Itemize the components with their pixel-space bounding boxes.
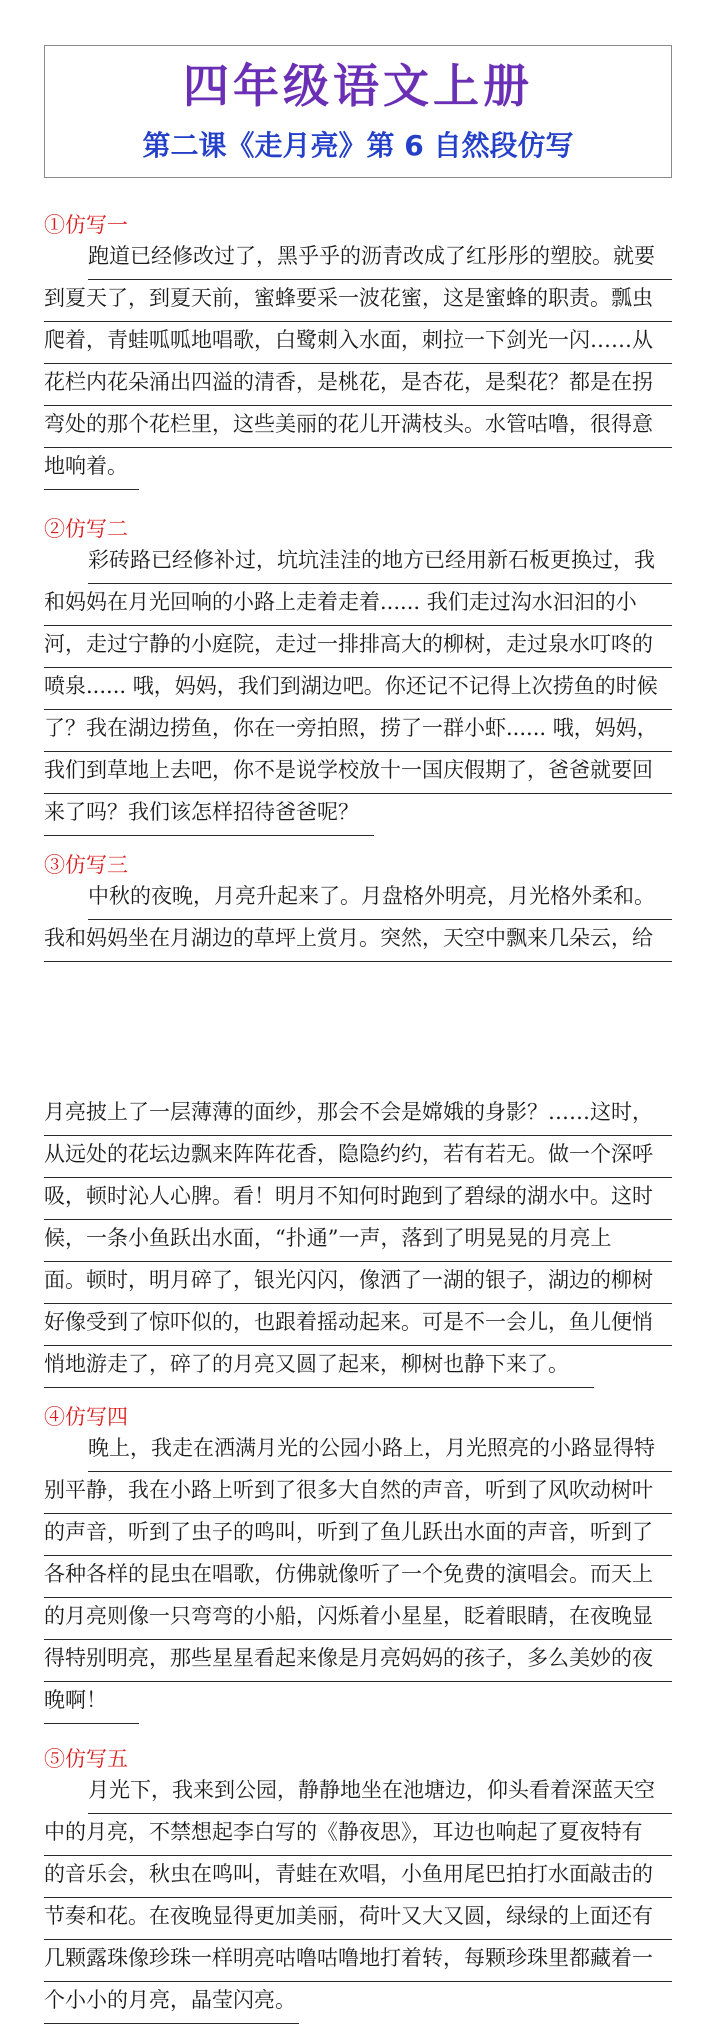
text-line: 爬着，青蛙呱呱地唱歌，白鹭刺入水面，刺拉一下剑光一闪……从 (44, 324, 672, 364)
text-line: 到夏天了，到夏天前，蜜蜂要采一波花蜜，这是蜜蜂的职责。瓢虫 (44, 282, 672, 322)
text-line: 各种各样的昆虫在唱歌，仿佛就像听了一个免费的演唱会。而天上 (44, 1558, 672, 1598)
text-line: 得特别明亮，那些星星看起来像是月亮妈妈的孩子，多么美妙的夜 (44, 1642, 672, 1682)
text-line: 月光下，我来到公园，静静地坐在池塘边，仰头看着深蓝天空 (88, 1774, 672, 1814)
text-line: 我们到草地上去吧，你不是说学校放十一国庆假期了，爸爸就要回 (44, 754, 672, 794)
text-line: 几颗露珠像珍珠一样明亮咕噜咕噜地打着转，每颗珍珠里都藏着一 (44, 1942, 672, 1982)
text-line: 别平静，我在小路上听到了很多大自然的声音，听到了风吹动树叶 (44, 1474, 672, 1514)
section-title: ②仿写二 (44, 517, 128, 541)
text-line: 的声音，听到了虫子的鸣叫，听到了鱼儿跃出水面的声音，听到了 (44, 1516, 672, 1556)
header-box (44, 45, 672, 178)
text-line: 花栏内花朵涌出四溢的清香，是桃花，是杏花，是梨花？都是在拐 (44, 366, 672, 406)
section-title: ⑤仿写五 (44, 1747, 128, 1771)
text-line: 吸，顿时沁人心脾。看！明月不知何时跑到了碧绿的湖水中。这时 (44, 1180, 672, 1220)
text-line: 中的月亮，不禁想起李白写的《静夜思》，耳边也响起了夏夜特有 (44, 1816, 672, 1856)
section-title: ①仿写一 (44, 213, 128, 237)
text-line: 地响着。 (44, 450, 139, 490)
section-title: ④仿写四 (44, 1405, 128, 1429)
text-line: 晚上，我走在洒满月光的公园小路上，月光照亮的小路显得特 (88, 1432, 672, 1472)
text-line: 节奏和花。在夜晚显得更加美丽，荷叶又大又圆，绿绿的上面还有 (44, 1900, 672, 1940)
section-title: ③仿写三 (44, 853, 128, 877)
text-line: 好像受到了惊吓似的，也跟着摇动起来。可是不一会儿，鱼儿便悄 (44, 1306, 672, 1346)
text-line: 候，一条小鱼跃出水面，“扑通”一声，落到了明晃晃的月亮上 (44, 1222, 672, 1262)
text-line: 弯处的那个花栏里，这些美丽的花儿开满枝头。水管咕噜，很得意 (44, 408, 672, 448)
text-line: 中秋的夜晚，月亮升起来了。月盘格外明亮，月光格外柔和。 (88, 880, 672, 920)
text-line: 的音乐会，秋虫在鸣叫，青蛙在欢唱，小鱼用尾巴拍打水面敲击的 (44, 1858, 672, 1898)
text-line: 喷泉...... 哦，妈妈，我们到湖边吧。你还记不记得上次捞鱼的时候 (44, 670, 672, 710)
text-line: 河，走过宁静的小庭院，走过一排排高大的柳树，走过泉水叮咚的 (44, 628, 672, 668)
text-line: 和妈妈在月光回响的小路上走着走着...... 我们走过沟水汩汩的小 (44, 586, 672, 626)
text-line: 从远处的花坛边飘来阵阵花香，隐隐约约，若有若无。做一个深呼 (44, 1138, 672, 1178)
text-line: 个小小的月亮，晶莹闪亮。 (44, 1984, 299, 2024)
page-title: 四年级语文上册 (183, 59, 533, 113)
text-line: 来了吗？我们该怎样招待爸爸呢？ (44, 796, 374, 836)
text-line: 悄地游走了，碎了的月亮又圆了起来，柳树也静下来了。 (44, 1348, 594, 1388)
text-line: 晚啊！ (44, 1684, 139, 1724)
text-line: 的月亮则像一只弯弯的小船，闪烁着小星星，眨着眼睛，在夜晚显 (44, 1600, 672, 1640)
text-line: 了？我在湖边捞鱼，你在一旁拍照，捞了一群小虾...... 哦，妈妈， (44, 712, 672, 752)
text-line: 我和妈妈坐在月湖边的草坪上赏月。突然，天空中飘来几朵云，给 (44, 922, 672, 962)
text-line: 跑道已经修改过了，黑乎乎的沥青改成了红彤彤的塑胶。就要 (88, 240, 672, 280)
text-line: 月亮披上了一层薄薄的面纱，那会不会是嫦娥的身影？……这时， (44, 1096, 672, 1136)
text-line: 彩砖路已经修补过，坑坑洼洼的地方已经用新石板更换过，我 (88, 544, 672, 584)
text-line: 面。顿时，明月碎了，银光闪闪，像洒了一湖的银子，湖边的柳树 (44, 1264, 672, 1304)
page-subtitle: 第二课《走月亮》第 6 自然段仿写 (142, 129, 574, 162)
